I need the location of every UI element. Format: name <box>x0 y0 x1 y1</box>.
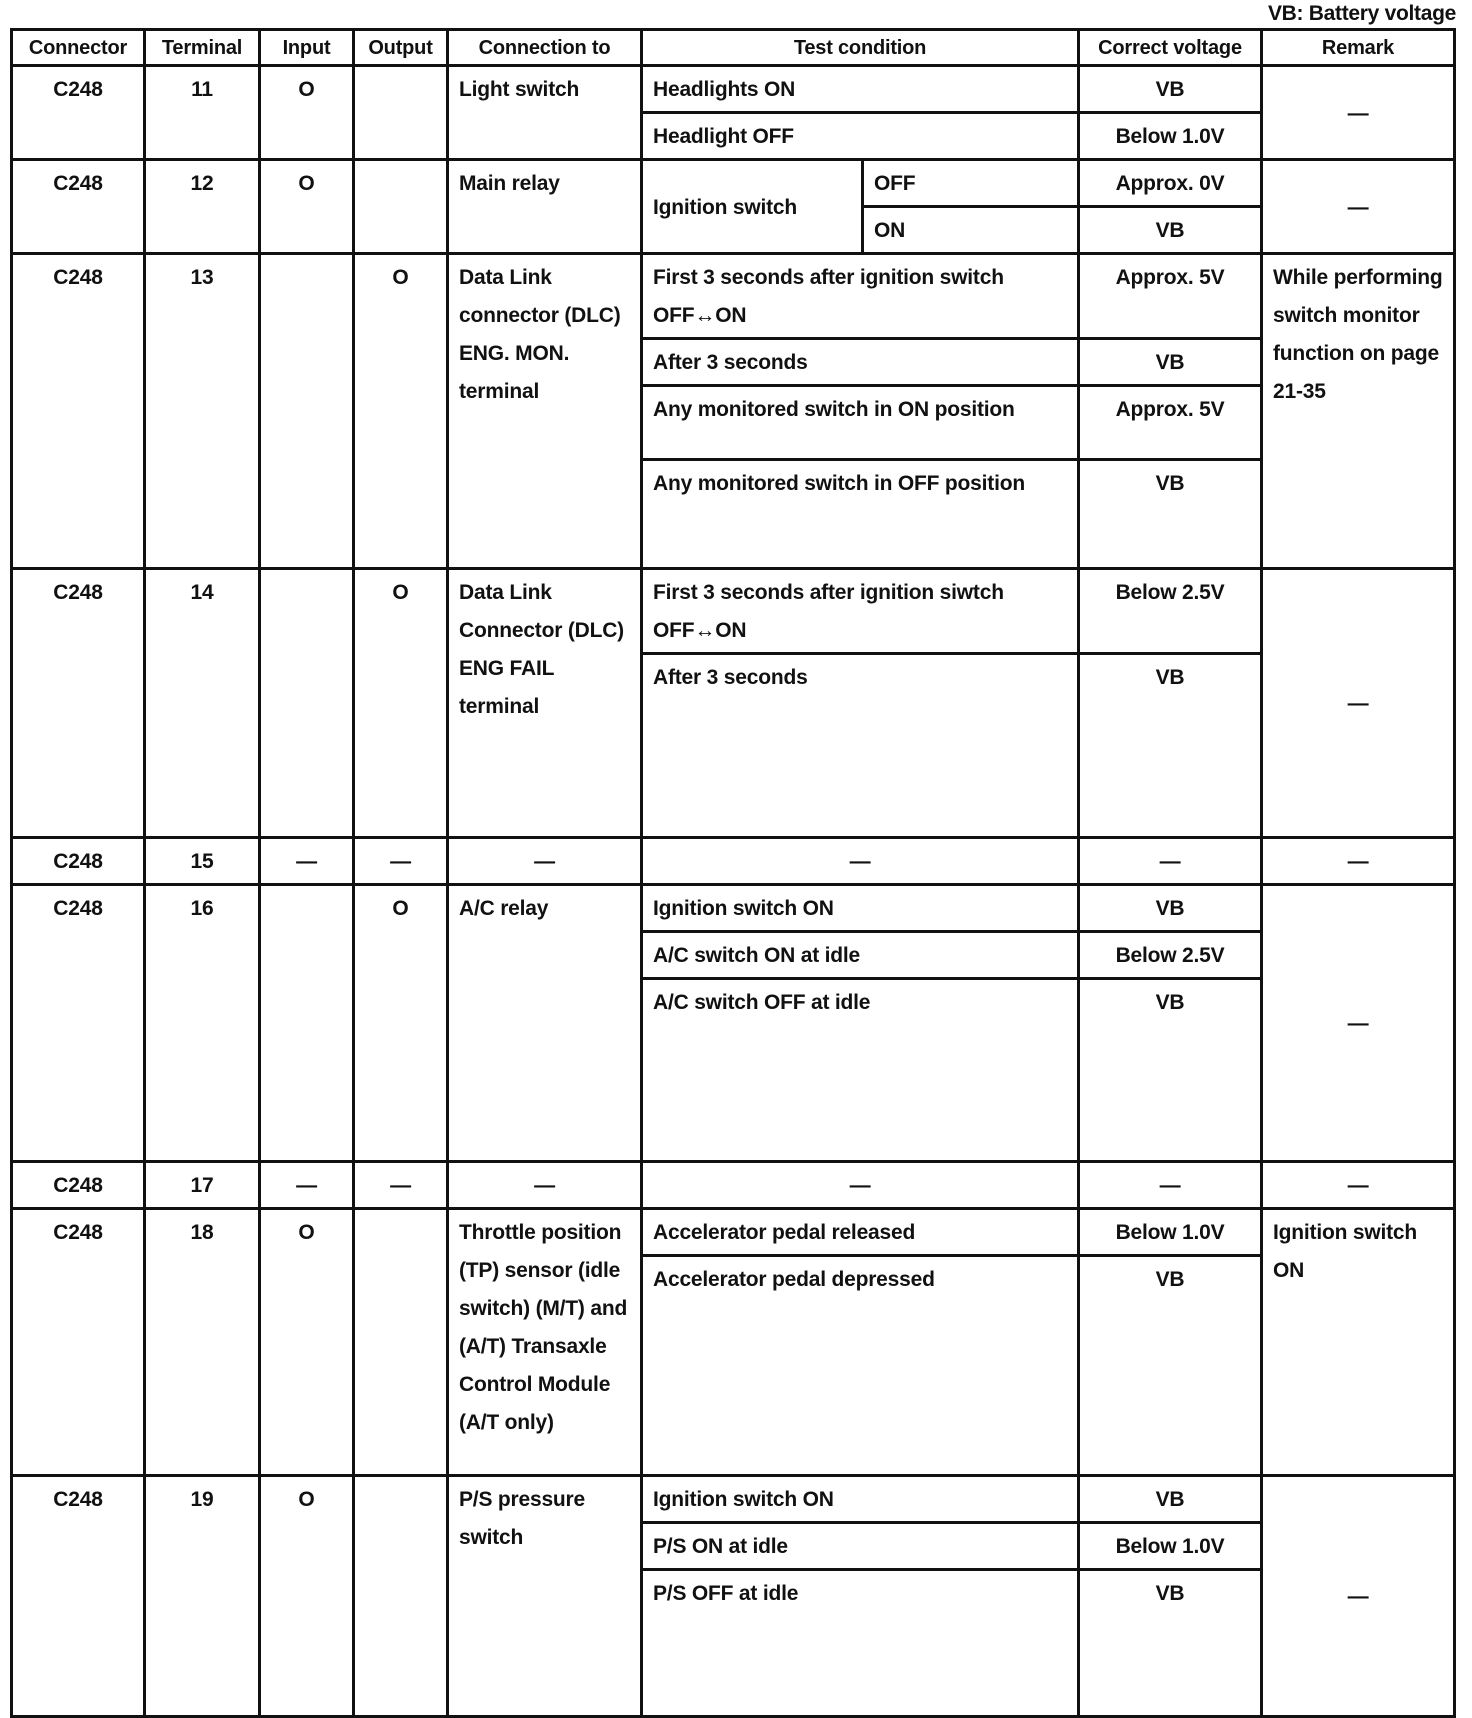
test-condition-cell: P/S ON at idle <box>642 1523 1079 1570</box>
remark-cell: Ignition switch ON <box>1262 1209 1455 1476</box>
voltage-cell: — <box>1079 838 1262 885</box>
input-cell <box>260 885 354 1162</box>
voltage-cell: VB <box>1079 339 1262 386</box>
test-condition-cell: A/C switch ON at idle <box>642 932 1079 979</box>
terminal-cell: 15 <box>145 838 260 885</box>
input-cell: O <box>260 160 354 254</box>
output-cell <box>354 160 448 254</box>
col-header-connector: Connector <box>12 30 145 66</box>
remark-cell: — <box>1262 838 1455 885</box>
test-condition-cell: Any monitored switch in OFF position <box>642 460 1079 569</box>
voltage-cell: VB <box>1079 1570 1262 1717</box>
voltage-cell: VB <box>1079 885 1262 932</box>
output-cell: O <box>354 885 448 1162</box>
output-cell: O <box>354 569 448 838</box>
voltage-cell: VB <box>1079 1256 1262 1476</box>
voltage-cell: VB <box>1079 66 1262 113</box>
remark-cell: — <box>1262 885 1455 1162</box>
voltage-cell: VB <box>1079 460 1262 569</box>
output-cell: — <box>354 1162 448 1209</box>
connection-cell: A/C relay <box>448 885 642 1162</box>
test-condition-label-cell: Ignition switch <box>642 160 863 254</box>
connection-cell: Main relay <box>448 160 642 254</box>
remark-cell: — <box>1262 569 1455 838</box>
test-condition-cell: Accelerator pedal released <box>642 1209 1079 1256</box>
col-header-terminal: Terminal <box>145 30 260 66</box>
test-condition-cell: A/C switch OFF at idle <box>642 979 1079 1162</box>
remark-cell: While performing switch monitor function on page 21-35 <box>1262 254 1455 569</box>
voltage-cell: Below 1.0V <box>1079 1523 1262 1570</box>
table-row <box>12 885 1455 932</box>
test-condition-cell: Headlight OFF <box>642 113 1079 160</box>
voltage-cell: VB <box>1079 207 1262 254</box>
terminal-cell: 16 <box>145 885 260 1162</box>
table-row <box>12 254 1455 339</box>
test-condition-cell: — <box>642 1162 1079 1209</box>
col-header-output: Output <box>354 30 448 66</box>
table-row <box>12 1476 1455 1523</box>
header-row <box>12 30 1455 66</box>
test-condition-cell: Ignition switch ON <box>642 1476 1079 1523</box>
input-cell <box>260 569 354 838</box>
voltage-cell: VB <box>1079 654 1262 838</box>
input-cell <box>260 254 354 569</box>
connection-cell: Throttle position (TP) sensor (idle switch) (M/T) and (A/T) Transaxle Control Module (A/T only) <box>448 1209 642 1476</box>
test-condition-cell: ON <box>863 207 1079 254</box>
col-header-test-condition: Test condition <box>642 30 1079 66</box>
connection-cell: Light switch <box>448 66 642 160</box>
table-row <box>12 1209 1455 1256</box>
test-condition-cell: P/S OFF at idle <box>642 1570 1079 1717</box>
test-condition-cell: After 3 seconds <box>642 339 1079 386</box>
table-row <box>12 838 1455 885</box>
connector-cell: C248 <box>12 838 145 885</box>
input-cell: O <box>260 1476 354 1717</box>
test-condition-cell: First 3 seconds after ignition siwtch OFF↔ON <box>642 569 1079 654</box>
test-condition-cell: Headlights ON <box>642 66 1079 113</box>
connector-cell: C248 <box>12 66 145 160</box>
terminal-cell: 17 <box>145 1162 260 1209</box>
terminal-cell: 12 <box>145 160 260 254</box>
terminal-cell: 13 <box>145 254 260 569</box>
connection-cell: P/S pressure switch <box>448 1476 642 1717</box>
terminal-cell: 14 <box>145 569 260 838</box>
terminal-voltage-table <box>10 28 1456 1718</box>
battery-voltage-note: VB: Battery voltage <box>1267 2 1456 25</box>
connection-cell: Data Link Connector (DLC) ENG FAIL terminal <box>448 569 642 838</box>
connection-cell: — <box>448 1162 642 1209</box>
output-cell: O <box>354 254 448 569</box>
test-condition-cell: First 3 seconds after ignition switch OFF↔ON <box>642 254 1079 339</box>
voltage-cell: — <box>1079 1162 1262 1209</box>
input-cell: O <box>260 66 354 160</box>
voltage-cell: Below 1.0V <box>1079 1209 1262 1256</box>
voltage-cell: VB <box>1079 979 1262 1162</box>
output-cell <box>354 66 448 160</box>
remark-cell: — <box>1262 160 1455 254</box>
terminal-cell: 18 <box>145 1209 260 1476</box>
input-cell: O <box>260 1209 354 1476</box>
test-condition-cell: Accelerator pedal depressed <box>642 1256 1079 1476</box>
voltage-cell: Approx. 0V <box>1079 160 1262 207</box>
table-row <box>12 160 1455 207</box>
input-cell: — <box>260 838 354 885</box>
voltage-cell: Below 2.5V <box>1079 569 1262 654</box>
table-row <box>12 66 1455 113</box>
voltage-cell: Approx. 5V <box>1079 254 1262 339</box>
voltage-cell: Approx. 5V <box>1079 386 1262 460</box>
col-header-correct-voltage: Correct voltage <box>1079 30 1262 66</box>
table-row <box>12 569 1455 654</box>
test-condition-cell: — <box>642 838 1079 885</box>
test-condition-cell: OFF <box>863 160 1079 207</box>
remark-cell: — <box>1262 66 1455 160</box>
voltage-cell: Below 1.0V <box>1079 113 1262 160</box>
input-cell: — <box>260 1162 354 1209</box>
col-header-input: Input <box>260 30 354 66</box>
col-header-connection: Connection to <box>448 30 642 66</box>
terminal-cell: 11 <box>145 66 260 160</box>
test-condition-cell: Any monitored switch in ON position <box>642 386 1079 460</box>
terminal-cell: 19 <box>145 1476 260 1717</box>
connector-cell: C248 <box>12 1209 145 1476</box>
connection-cell: — <box>448 838 642 885</box>
connector-cell: C248 <box>12 1162 145 1209</box>
connector-cell: C248 <box>12 254 145 569</box>
test-condition-cell: After 3 seconds <box>642 654 1079 838</box>
connector-cell: C248 <box>12 160 145 254</box>
remark-cell: — <box>1262 1162 1455 1209</box>
connection-cell: Data Link connector (DLC) ENG. MON. terminal <box>448 254 642 569</box>
voltage-cell: Below 2.5V <box>1079 932 1262 979</box>
remark-cell: — <box>1262 1476 1455 1717</box>
table-row <box>12 1162 1455 1209</box>
output-cell: — <box>354 838 448 885</box>
connector-cell: C248 <box>12 569 145 838</box>
connector-cell: C248 <box>12 1476 145 1717</box>
col-header-remark: Remark <box>1262 30 1455 66</box>
connector-cell: C248 <box>12 885 145 1162</box>
output-cell <box>354 1476 448 1717</box>
voltage-cell: VB <box>1079 1476 1262 1523</box>
test-condition-cell: Ignition switch ON <box>642 885 1079 932</box>
output-cell <box>354 1209 448 1476</box>
